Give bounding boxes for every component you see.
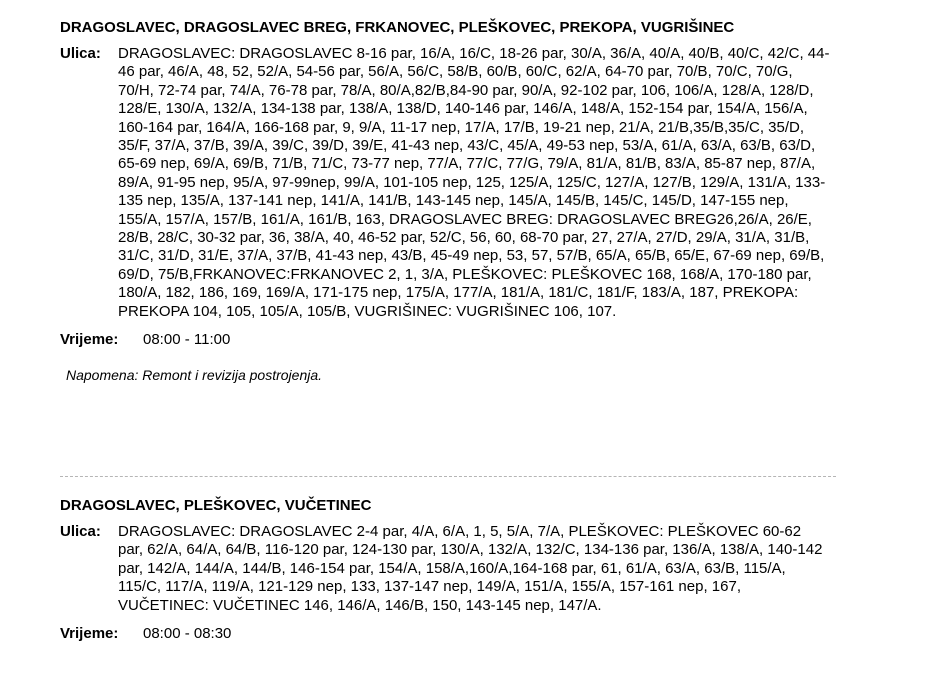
ulica-label: Ulica: [60,45,101,62]
ulica-label: Ulica: [60,523,101,540]
vrijeme-row [60,331,830,349]
outage-section-2 [60,496,830,643]
vrijeme-label: Vrijeme: [60,331,119,349]
vrijeme-row [60,625,830,643]
section-divider [60,476,836,477]
ulica-text: DRAGOSLAVEC: DRAGOSLAVEC 2-4 par, 4/A, 6/A, 1, 5, 5/A, 7/A, PLEŠKOVEC: PLEŠKOVEC 60-62 par, 62/A, 64/A, 64/B, 116-120 par, 124-130 par, 130/A, 132/A, 132/C, 134-136 par, 136/A, 138/A, 140-142 par, 142/A, 144/A, 144/B, 146-154 par, 154/A, 158/A,160/A,164-168 par, 61, 61/A, 63/A, 63/B, 115/A, 115/C, 117/A, 119/A, 121-129 nep, 133, 137-147 nep, 149/A, 151/A, 155/A, 157-161 nep, 167, VUČETINEC: VUČETINEC 146, 146/A, 146/B, 150, 143-145 nep, 147/A. [118,523,823,614]
section-title: DRAGOSLAVEC, PLEŠKOVEC, VUČETINEC [60,497,372,514]
vrijeme-label: Vrijeme: [60,625,119,643]
ulica-row [60,45,830,321]
outage-section-1 [60,18,830,384]
vrijeme-value: 08:00 - 08:30 [143,625,232,643]
vrijeme-value: 08:00 - 11:00 [143,331,231,349]
ulica-text: DRAGOSLAVEC: DRAGOSLAVEC 8-16 par, 16/A, 16/C, 18-26 par, 30/A, 36/A, 40/A, 40/B, 40/C, 42/C, 44-46 par, 46/A, 48, 52, 52/A, 54-56 par, 56/A, 56/C, 58/B, 60/B, 60/C, 62/A, 64-70 par, 70/B, 70/C, 70/G, 70/H, 72-74 par, 74/A, 76-78 par, 78/A, 80/A,82/B,84-90 par, 90/A, 92-102 par, 106, 106/A, 128/A, 128/D, 128/E, 130/A, 132/A, 134-138 par, 138/A, 138/D, 140-146 par, 146/A, 148/A, 152-154 par, 154/A, 156/A, 160-164 par, 164/A, 166-168 par, 9, 9/A, 11-17 nep, 17/A, 17/B, 19-21 nep, 21/A, 21/B,35/B,35/C, 35/D, 35/F, 37/A, 37/B, 39/A, 39/C, 39/D, 39/E, 41-43 nep, 43/C, 45/A, 49-53 nep, 53/A, 61/A, 63/A, 63/B, 63/D, 65-69 nep, 69/A, 69/B, 71/B, 71/C, 73-77 nep, 77/A, 77/C, 77/G, 79/A, 81/A, 81/B, 83/A, 85-87 nep, 87/A, 89/A, 91-95 nep, 95/A, 97-99nep, 99/A, 101-105 nep, 125, 125/A, 125/C, 127/A, 127/B, 129/A, 131/A, 133-135 nep, 135/A, 137-141 nep, 141/A, 141/B, 143-145 nep, 145/A, 145/B, 145/C, 145/D, 147-155 nep, 155/A, 157/A, 157/B, 161/A, 161/B, 163, DRAGOSLAVEC BREG: DRAGOSLAVEC BREG26,26/A, 26/E, 28/B, 28/C, 30-32 par, 36, 38/A, 40, 46-52 par, 52/C, 56, 60, 68-70 par, 27, 27/A, 27/D, 29/A, 31/A, 31/B, 31/C, 31/D, 31/E, 37/A, 37/B, 41-43 nep, 43/B, 45-49 nep, 53, 57, 57/B, 65/A, 65/B, 65/E, 67-69 nep, 69/B, 69/D, 75/B,FRKANOVEC:FRKANOVEC 2, 1, 3/A, PLEŠKOVEC: PLEŠKOVEC 168, 168/A, 170-180 par, 180/A, 182, 186, 169, 169/A, 171-175 nep, 175/A, 177/A, 181/A, 181/C, 181/F, 183/A, 187, PREKOPA: PREKOPA 104, 105, 105/A, 105/B, VUGRIŠINEC: VUGRIŠINEC 106, 107. [118,45,830,320]
section-title: DRAGOSLAVEC, DRAGOSLAVEC BREG, FRKANOVEC, PLEŠKOVEC, PREKOPA, VUGRIŠINEC [60,19,735,36]
napomena-note: Napomena: Remont i revizija postrojenja. [66,366,323,383]
ulica-row [60,523,830,615]
